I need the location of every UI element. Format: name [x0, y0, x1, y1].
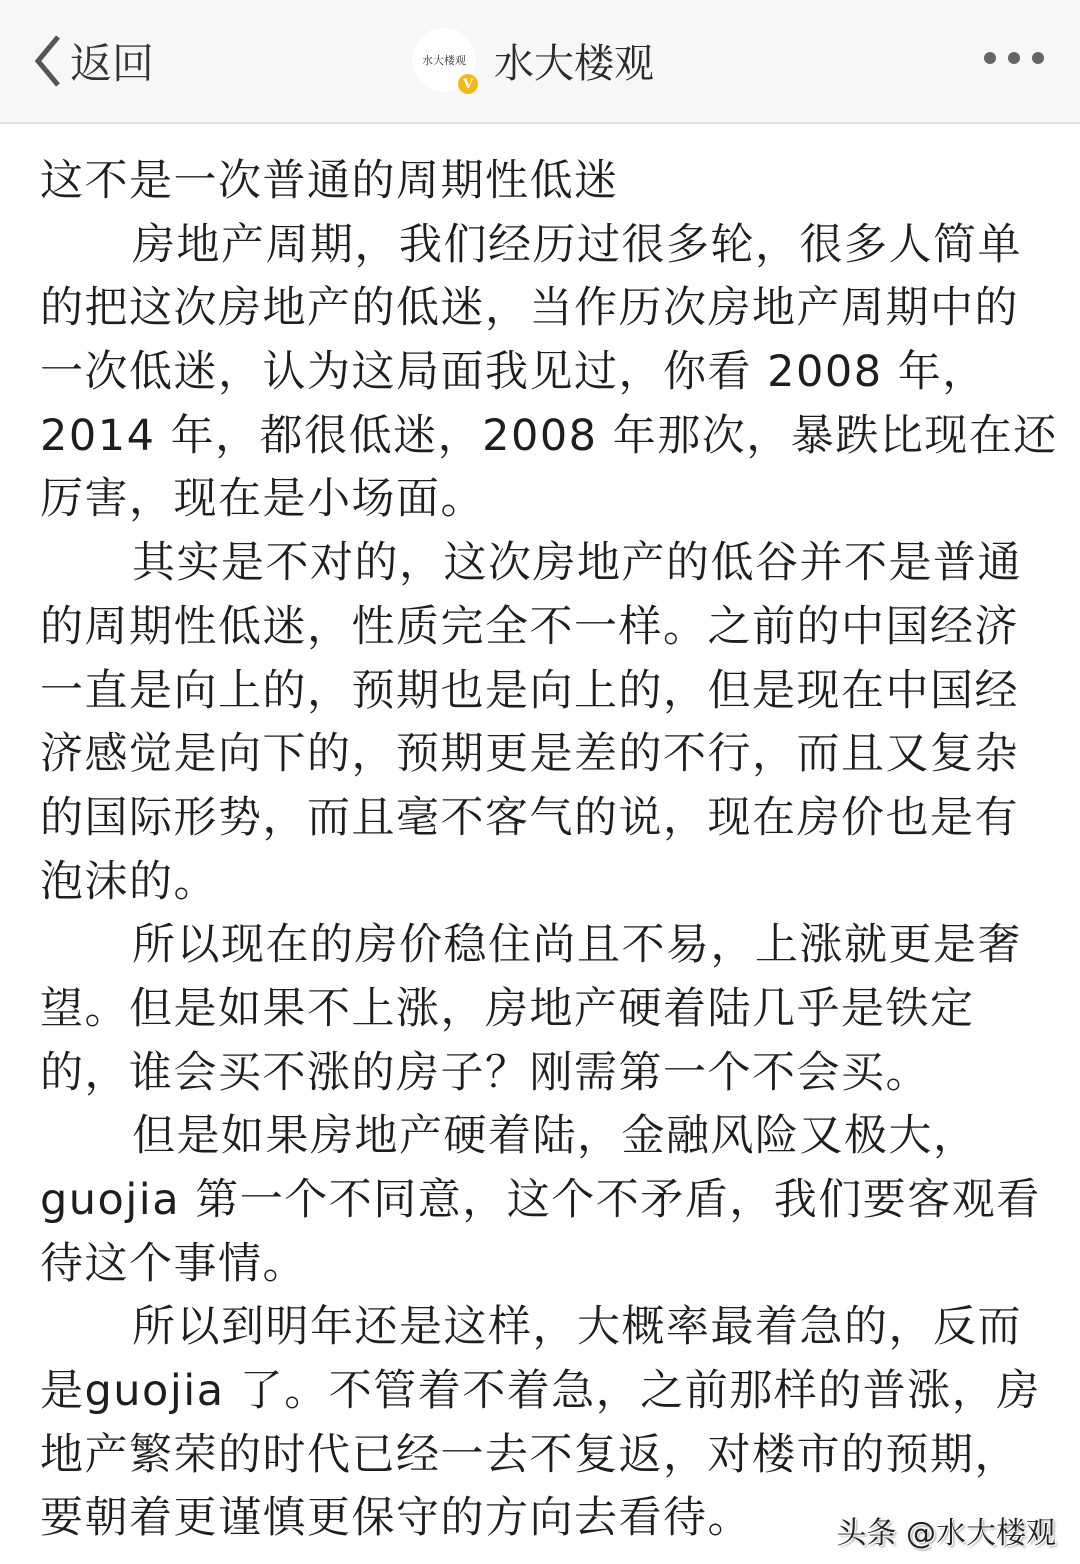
article-line: 望。但是如果不上涨，房地产硬着陆几乎是铁定 — [40, 983, 975, 1034]
article-line: 的国际形势，而且毫不客气的说，现在房价也是有 — [40, 792, 1019, 843]
top-nav-bar — [0, 0, 1080, 124]
dot-icon — [1008, 52, 1020, 64]
more-options-button[interactable] — [984, 52, 1044, 64]
article-line: 厉害，现在是小场面。 — [40, 474, 485, 525]
article-line: 地产繁荣的时代已经一去不复返，对楼市的预期， — [40, 1429, 1019, 1480]
article-line: 2014 年，都很低迷，2008 年那次，暴跌比现在还 — [40, 410, 1058, 461]
back-button[interactable] — [30, 30, 154, 92]
article-title: 这不是一次普通的周期性低迷 — [40, 156, 619, 206]
article-body — [40, 150, 1058, 1551]
article-line: 房地产周期，我们经历过很多轮，很多人简单 — [132, 219, 1022, 270]
account-header[interactable] — [412, 28, 654, 92]
article-line: 泡沫的。 — [40, 856, 218, 907]
dot-icon — [1032, 52, 1044, 64]
article-line: 但是如果房地产硬着陆，金融风险又极大， — [132, 1111, 978, 1162]
chevron-left-icon — [30, 33, 66, 89]
article-line: 的把这次房地产的低迷，当作历次房地产周期中的 — [40, 283, 1019, 334]
verified-badge-icon: V — [458, 74, 478, 94]
article-line: 一直是向上的，预期也是向上的，但是现在中国经 — [40, 665, 1019, 716]
avatar[interactable] — [412, 28, 476, 92]
article-line: 所以现在的房价稳住尚且不易，上涨就更是奢 — [132, 920, 1022, 971]
article-line: 济感觉是向下的，预期更是差的不行，而且又复杂 — [40, 729, 1019, 780]
watermark: 头条 @水大楼观 — [836, 1516, 1056, 1551]
article-line: 是guojia 了。不管着不着急，之前那样的普涨，房 — [40, 1366, 1041, 1417]
article-line: 待这个事情。 — [40, 1238, 307, 1289]
article-line: 其实是不对的，这次房地产的低谷并不是普通 — [132, 538, 1022, 589]
back-label: 返回 — [70, 39, 155, 88]
dot-icon — [984, 52, 996, 64]
avatar-text: 水大楼观 — [422, 54, 466, 67]
article-line: guojia 第一个不同意，这个不矛盾，我们要客观看 — [40, 1175, 1041, 1225]
article-line: 一次低迷，认为这局面我见过，你看 2008 年， — [40, 347, 987, 398]
article-line: 的，谁会买不涨的房子？刚需第一个不会买。 — [40, 1047, 930, 1098]
article-line: 所以到明年还是这样，大概率最着急的，反而 — [132, 1302, 1022, 1353]
account-name[interactable]: 水大楼观 — [494, 40, 654, 87]
article-line: 的周期性低迷，性质完全不一样。之前的中国经济 — [40, 601, 1019, 652]
article-line: 要朝着更谨慎更保守的方向去看待。 — [40, 1493, 752, 1544]
